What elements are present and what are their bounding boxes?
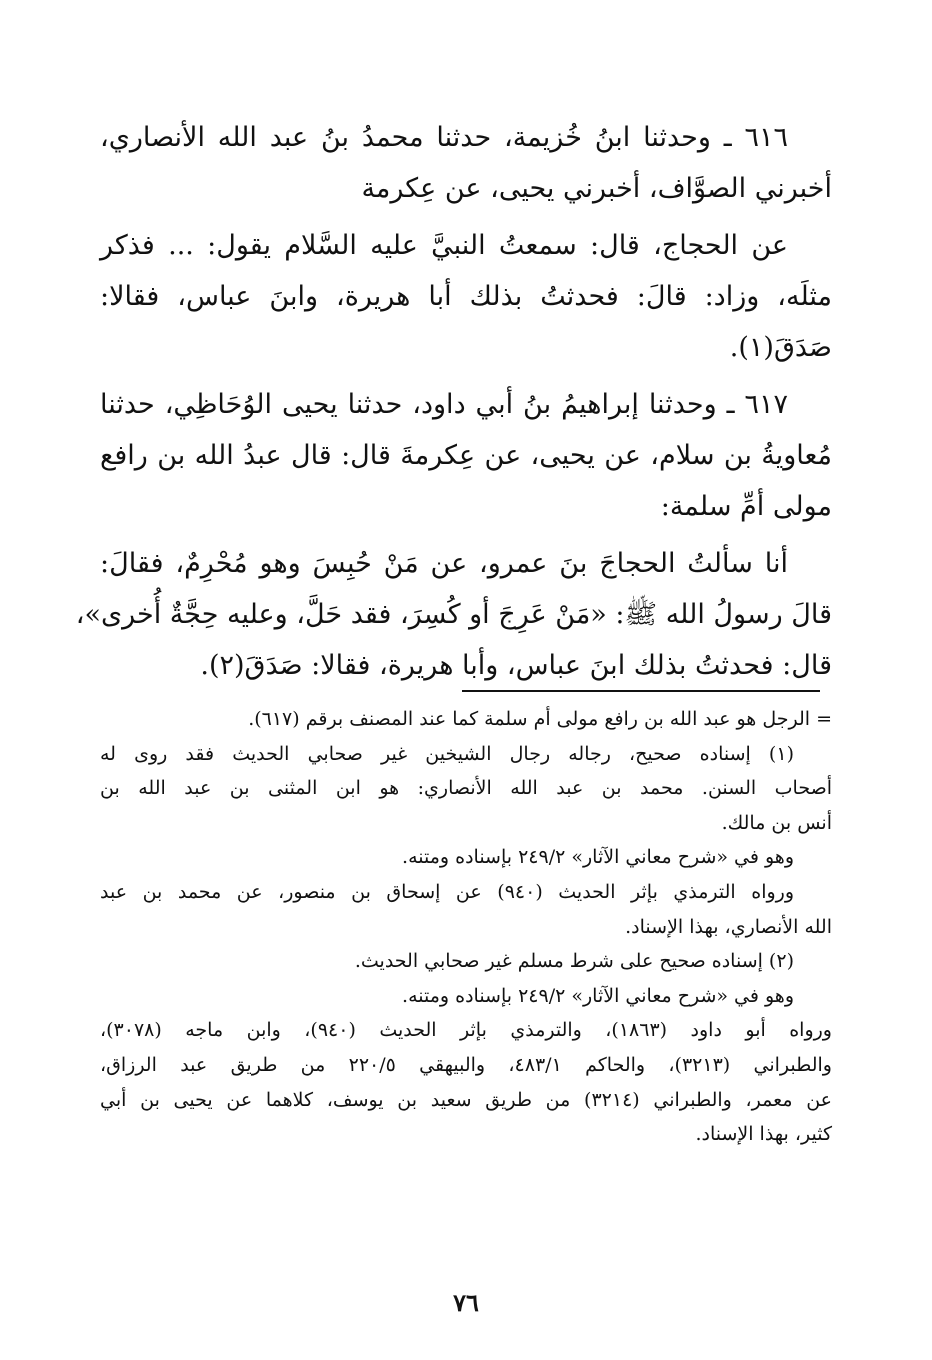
footnote-line: (٢) إسناده صحيح على شرط مسلم غير صحابي الحديث. [354,950,794,973]
footnote-line: أنس بن مالك. [721,811,832,834]
footnote-line: عن معمر، والطبراني (٣٢١٤) من طريق سعيد بن يوسف، كلاهما عن يحيى بن أبي [100,1088,832,1111]
hadith-616-continuation [100,220,832,373]
text-line: صَدَقَ(١). [729,332,832,363]
footnote-line: كثير، بهذا الإسناد. [695,1123,832,1146]
footnotes [100,702,832,1152]
footnote-line: الله الأنصاري، بهذا الإسناد. [625,915,832,938]
footnote-line: = الرجل هو عبد الله بن رافع مولى أم سلمة كما عند المصنف برقم (٦١٧). [248,708,832,730]
footnote-line: (١) إسناده صحيح، رجاله رجال الشيخين غير صحابي الحديث فقد روى له [100,742,794,765]
hadith-616-paragraph [100,112,832,214]
footnote-line: ورواه أبو داود (١٨٦٣)، والترمذي بإثر الحديث (٩٤٠)، وابن ماجه (٣٠٧٨)، [100,1019,832,1042]
hadith-617-paragraph [100,379,832,532]
text-line: مولى أمِّ سلمة: [660,491,832,522]
footnote-separator [462,690,820,692]
text-line: مُعاويةُ بن سلام، عن يحيى، عن عِكرمةَ قال: قال عبدُ الله بن رافع [100,440,832,471]
text-line: ٦١٧ ـ وحدثنا إبراهيمُ بنُ أبي داود، حدثنا يحيى الوُحَاظِي، حدثنا [100,389,788,420]
footnote-line: والطبراني (٣٢١٣)، والحاكم ٤٨٣/١، والبيهقي ٢٢٠/٥ من طريق عبد الرزاق، [100,1053,832,1076]
text-line: أخبرني الصوَّاف، أخبرني يحيى، عن عِكرمة [361,173,832,204]
text-line: قال: فحدثتُ بذلك ابنَ عباس، وأبا هريرة، فقالا: صَدَقَ(٢). [200,650,832,681]
text-line: مثلَه، وزاد: قالَ: فحدثتُ بذلك أبا هريرة، وابنَ عباس، فقالا: [100,281,832,312]
text-line: أنا سألتُ الحجاجَ بنَ عمرو، عن مَنْ حُبِسَ وهو مُحْرِمٌ، فقالَ: [100,548,788,579]
hadith-617-continuation [75,538,832,691]
main-text [75,112,832,697]
page-number: ٧٦ [453,1288,479,1317]
text-line: عن الحجاج، قال: سمعتُ النبيَّ عليه السَّلام يقول: ... فذكر [100,230,788,261]
text-line: قالَ رسولُ الله ﷺ: «مَنْ عَرِجَ أو كُسِرَ، فقد حَلَّ، وعليه حِجَّةٌ أُخرى»، [75,599,832,630]
footnote-line: ورواه الترمذي بإثر الحديث (٩٤٠) عن إسحاق بن منصور، عن محمد بن عبد [100,880,794,903]
footnote-line: وهو في «شرح معاني الآثار» ٢٤٩/٢ بإسناده ومتنه. [402,846,794,869]
footnote-line: وهو في «شرح معاني الآثار» ٢٤٩/٢ بإسناده ومتنه. [402,984,794,1007]
text-line: ٦١٦ ـ وحدثنا ابنُ خُزيمة، حدثنا محمدُ بنُ عبد الله الأنصاري، [100,122,788,153]
footnote-line: أصحاب السنن. محمد بن عبد الله الأنصاري: هو ابن المثنى بن عبد الله بن [100,777,832,800]
